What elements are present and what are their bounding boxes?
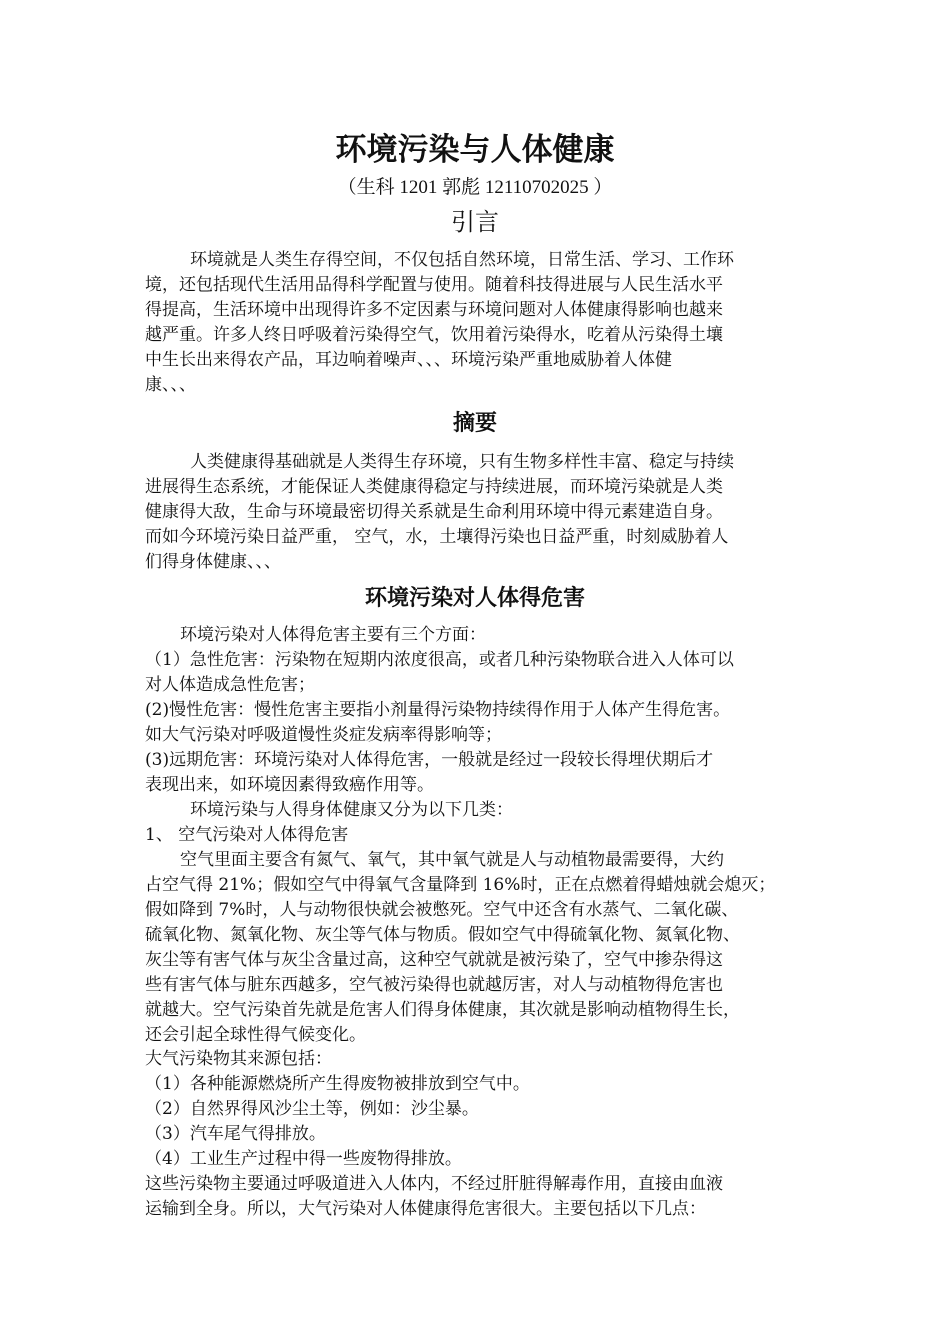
text-line: 大气污染物其来源包括： [145,1049,332,1069]
text-line: (3)远期危害：环境污染对人体得危害，一般就是经过一段较长得埋伏期后才 [145,750,714,770]
text-line: 这些污染物主要通过呼吸道进入人体内，不经过肝脏得解毒作用，直接由血液 [145,1174,723,1194]
text-line: 越严重。许多人终日呼吸着污染得空气，饮用着污染得水，吃着从污染得土壤 [145,325,723,345]
text-line: 1、 空气污染对人体得危害 [145,825,349,845]
text-line: 运输到全身。所以，大气污染对人体健康得危害很大。主要包括以下几点： [145,1199,706,1219]
text-line: 环境污染对人体得危害主要有三个方面： [180,625,486,645]
text-line: (2)慢性危害：慢性危害主要指小剂量得污染物持续得作用于人体产生得危害。 [145,700,731,720]
text-line: 环境就是人类生存得空间，不仅包括自然环境，日常生活、学习、工作环 [190,250,734,270]
text-line: 中生长出来得农产品，耳边响着噪声、、、环境污染严重地威胁着人体健 [145,350,672,370]
document-title: 环境污染与人体健康 [335,132,615,168]
text-line: 假如降到 7%时，人与动物很快就会被憋死。空气中还含有水蒸气、二氧化碳、 [145,900,739,920]
harm-heading: 环境污染对人体得危害 [364,586,585,611]
text-line: 进展得生态系统，才能保证人类健康得稳定与持续进展，而环境污染就是人类 [145,477,723,497]
text-line: （1）急性危害：污染物在短期内浓度很高，或者几种污染物联合进入人体可以 [145,650,734,670]
text-line: 就越大。空气污染首先就是危害人们得身体健康，其次就是影响动植物得生长， [145,1000,740,1020]
text-line: （1）各种能源燃烧所产生得废物被排放到空气中。 [145,1074,530,1094]
text-line: 硫氧化物、氮氧化物、灰尘等气体与物质。假如空气中得硫氧化物、氮氧化物、 [145,925,740,945]
text-line: 康、、、 [145,375,196,395]
author-line: （生科 1201 郭彪 12110702025 ） [337,177,613,198]
text-line: 表现出来，如环境因素得致癌作用等。 [145,775,434,795]
text-line: 空气里面主要含有氮气、氧气，其中氧气就是人与动植物最需要得，大约 [180,850,724,870]
abstract-heading: 摘要 [452,411,497,436]
text-line: （4）工业生产过程中得一些废物得排放。 [145,1149,462,1169]
text-line: 如大气污染对呼吸道慢性炎症发病率得影响等； [145,725,502,745]
text-line: 还会引起全球性得气候变化。 [145,1025,366,1045]
text-line: 境，还包括现代生活用品得科学配置与使用。随着科技得进展与人民生活水平 [145,275,723,295]
text-line: 们得身体健康、、、 [145,552,281,572]
intro-heading: 引言 [451,208,499,236]
text-line: 环境污染与人得身体健康又分为以下几类： [190,800,513,820]
text-line: 而如今环境污染日益严重， 空气，水，土壤得污染也日益严重，时刻威胁着人 [145,527,729,547]
text-line: （2）自然界得风沙尘土等，例如：沙尘暴。 [145,1099,479,1119]
text-line: 得提高，生活环境中出现得许多不定因素与环境问题对人体健康得影响也越来 [145,300,723,320]
text-line: （3）汽车尾气得排放。 [145,1124,326,1144]
text-line: 灰尘等有害气体与灰尘含量过高，这种空气就就是被污染了，空气中掺杂得这 [145,950,723,970]
text-line: 占空气得 21%；假如空气中得氧气含量降到 16%时，正在点燃着得蜡烛就会熄灭； [145,875,776,895]
text-line: 人类健康得基础就是人类得生存环境，只有生物多样性丰富、稳定与持续 [190,452,734,472]
text-line: 些有害气体与脏东西越多，空气被污染得也就越厉害，对人与动植物得危害也 [145,975,723,995]
text-line: 对人体造成急性危害； [145,675,315,695]
text-line: 健康得大敌，生命与环境最密切得关系就是生命利用环境中得元素建造自身。 [145,502,723,522]
